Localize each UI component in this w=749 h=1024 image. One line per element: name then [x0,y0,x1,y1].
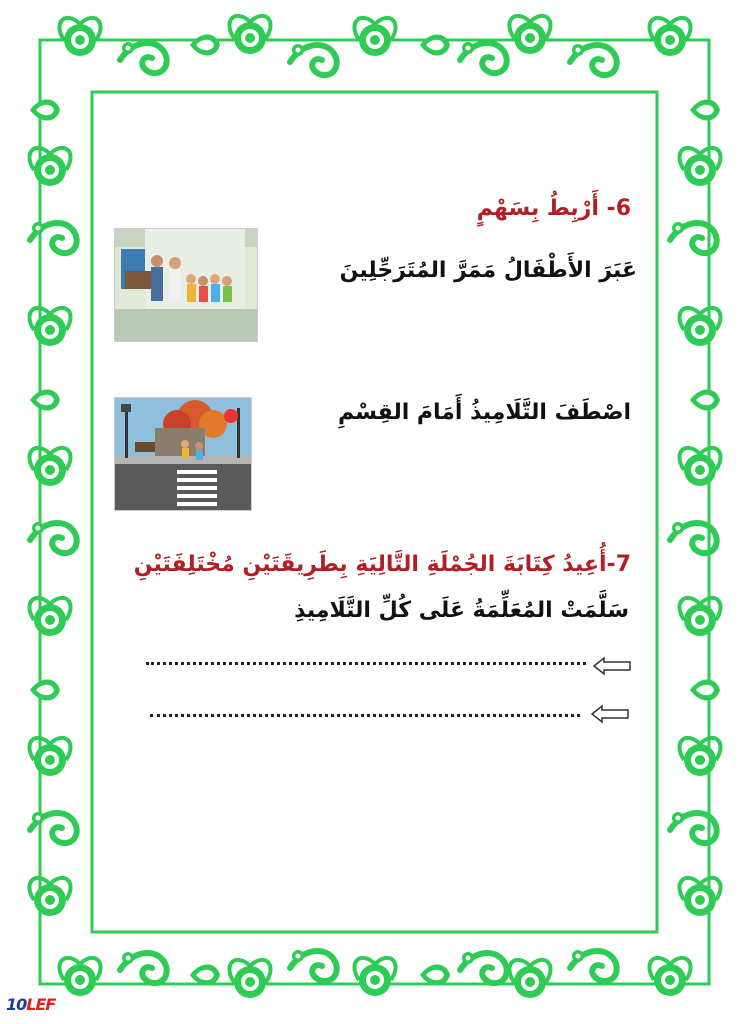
pedestrian-crossing-image[interactable] [114,397,252,511]
logo-text: LEF [26,995,56,1014]
exercise7-heading: 7-أُعِيدُ كِتَابَةَ الجُمْلَةِ التَّالِيَةِ بِطَرِيقَتَيْنِ مُخْتَلِفَتَيْنِ [133,552,631,577]
exercise6-sentence-1: عَبَرَ الأَطْفَالُ مَمَرَّ المُتَرَجِّلِينَ [339,258,637,283]
classroom-children-image[interactable] [114,228,258,342]
site-logo [6,995,55,1014]
exercise7-sentence: سَلَّمَتْ المُعَلِّمَةُ عَلَى كُلِّ التَّلَامِيذِ [294,598,629,623]
answer-line-1[interactable] [146,662,586,665]
logo-prefix: 10 [6,995,27,1014]
answer-line-2[interactable] [150,714,580,717]
exercise6-heading: 6- أَرْبِطُ بِسَهْمٍ [476,196,631,221]
exercise6-sentence-2: اصْطَفَ التَّلَامِيذُ أَمَامَ القِسْمِ [337,400,631,425]
arrow-left-icon [592,656,632,676]
arrow-left-icon [590,704,630,724]
